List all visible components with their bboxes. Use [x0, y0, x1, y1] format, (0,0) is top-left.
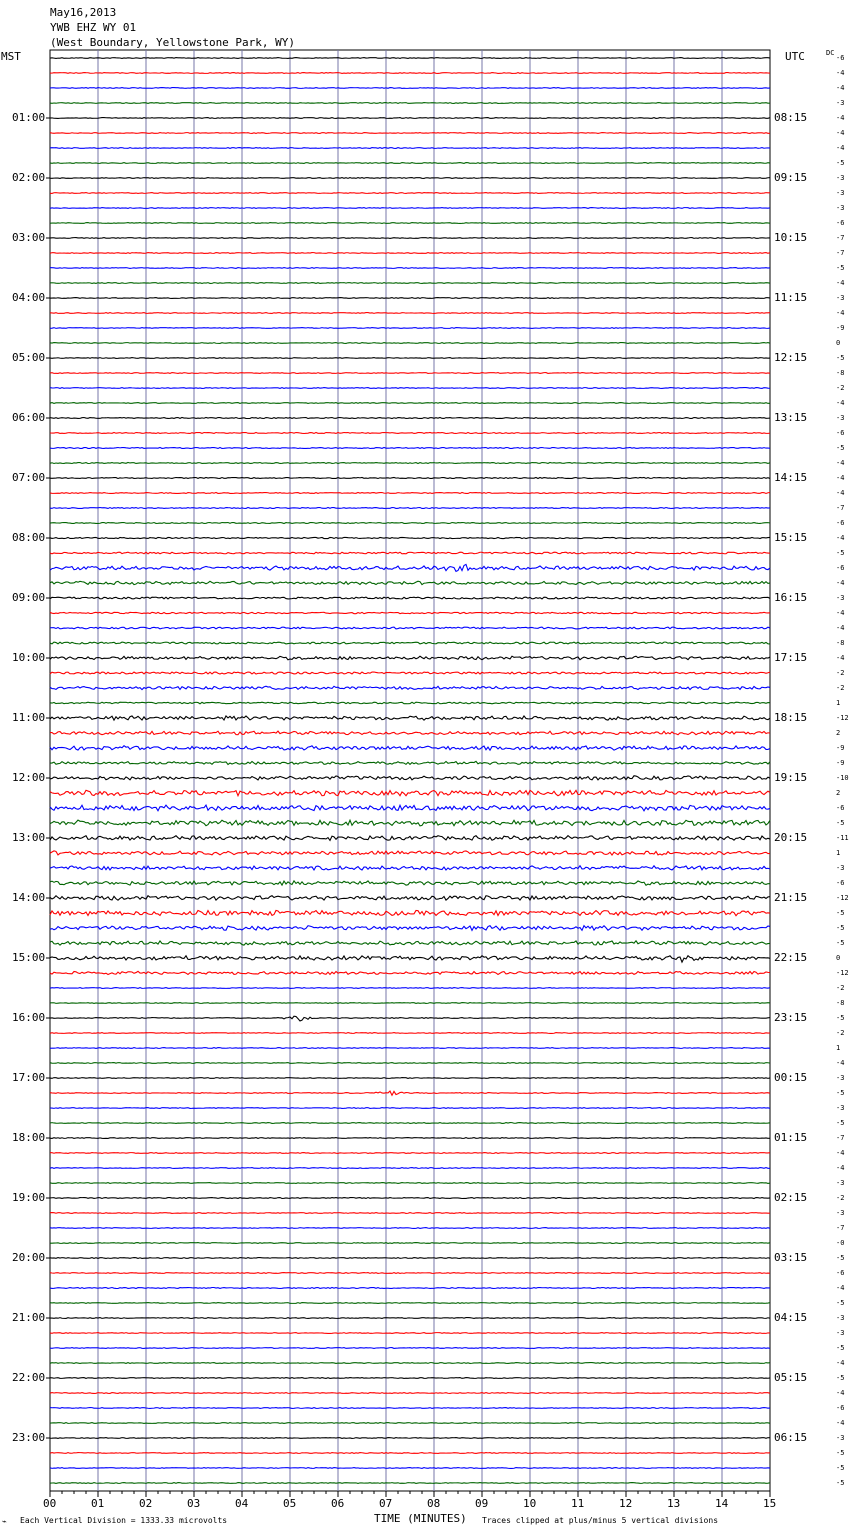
left-hour-label: 23:00: [12, 1431, 46, 1444]
trace-18: [50, 328, 770, 329]
dc-offset-label: -3: [836, 1434, 845, 1442]
dc-offset-label: -12: [836, 969, 849, 977]
dc-offset-label: -5: [836, 264, 845, 272]
left-timezone-label: MST: [1, 50, 21, 63]
trace-1: [50, 73, 770, 74]
trace-29: [50, 493, 770, 494]
trace-47: [50, 761, 770, 764]
trace-2: [50, 88, 770, 89]
dc-offset-label: -3: [836, 99, 845, 107]
dc-offset-label: -3: [836, 1179, 845, 1187]
dc-offset-label: -3: [836, 1074, 845, 1082]
dc-offset-label: -6: [836, 564, 845, 572]
dc-offset-label: -5: [836, 159, 845, 167]
left-hour-label: 01:00: [12, 111, 46, 124]
trace-53: [50, 851, 770, 855]
dc-offset-label: -4: [836, 399, 845, 407]
right-hour-label: 13:15: [774, 411, 808, 424]
dc-offset-label: -3: [836, 1329, 845, 1337]
trace-84: [50, 1318, 770, 1319]
right-hour-label: 05:15: [774, 1371, 808, 1384]
dc-offset-label: -3: [836, 1209, 845, 1217]
dc-offset-label: -6: [836, 804, 845, 812]
trace-23: [50, 403, 770, 404]
trace-89: [50, 1393, 770, 1394]
dc-offset-label: -4: [836, 474, 845, 482]
dc-offset-label: -4: [836, 654, 845, 662]
trace-7: [50, 163, 770, 164]
trace-17: [50, 313, 770, 314]
dc-offset-label: -5: [836, 939, 845, 947]
trace-87: [50, 1363, 770, 1364]
right-hour-label: 03:15: [774, 1251, 808, 1264]
trace-82: [50, 1288, 770, 1289]
trace-75: [50, 1183, 770, 1184]
dc-offset-label: -2: [836, 984, 845, 992]
trace-57: [50, 910, 770, 915]
trace-63: [50, 1003, 770, 1004]
dc-offset-label: -5: [836, 1464, 845, 1472]
left-hour-label: 20:00: [12, 1251, 46, 1264]
x-tick-label: 11: [571, 1497, 585, 1510]
x-tick-label: 10: [523, 1497, 537, 1510]
dc-offset-label: -4: [836, 459, 845, 467]
dc-offset-label: -7: [836, 1134, 845, 1142]
dc-offset-label: -3: [836, 189, 845, 197]
trace-59: [50, 941, 770, 945]
trace-48: [50, 776, 770, 780]
trace-62: [50, 988, 770, 989]
right-hour-label: 04:15: [774, 1311, 808, 1324]
dc-offset-label: -4: [836, 1284, 845, 1292]
left-hour-label: 09:00: [12, 591, 46, 604]
dc-offset-label: -4: [836, 279, 845, 287]
dc-offset-label: -3: [836, 1314, 845, 1322]
trace-38: [50, 627, 770, 629]
left-hour-label: 22:00: [12, 1371, 46, 1384]
dc-offset-label: -5: [836, 924, 845, 932]
dc-offset-label: -3: [836, 294, 845, 302]
x-tick-label: 01: [91, 1497, 105, 1510]
trace-5: [50, 133, 770, 134]
trace-16: [50, 298, 770, 299]
dc-offset-label: -4: [836, 144, 845, 152]
trace-68: [50, 1078, 770, 1079]
trace-37: [50, 612, 770, 613]
dc-offset-label: 0: [836, 954, 841, 962]
dc-offset-label: -7: [836, 504, 845, 512]
trace-94: [50, 1468, 770, 1469]
dc-offset-label: -3: [836, 174, 845, 182]
trace-4: [50, 118, 770, 119]
x-tick-label: 07: [379, 1497, 393, 1510]
x-tick-label: 03: [187, 1497, 201, 1510]
trace-36: [50, 597, 770, 599]
right-hour-label: 14:15: [774, 471, 808, 484]
dc-offset-label: -4: [836, 489, 845, 497]
trace-28: [50, 478, 770, 479]
dc-offset-label: -5: [836, 1299, 845, 1307]
dc-offset-label: -5: [836, 1344, 845, 1352]
left-hour-label: 06:00: [12, 411, 46, 424]
dc-offset-label: -6: [836, 429, 845, 437]
trace-11: [50, 223, 770, 224]
dc-offset-label: -3: [836, 414, 845, 422]
dc-offset-label: 2: [836, 729, 841, 737]
dc-offset-label: -4: [836, 114, 845, 122]
trace-58: [50, 926, 770, 931]
dc-offset-label: -3: [836, 594, 845, 602]
dc-offset-label: -4: [836, 624, 845, 632]
x-tick-label: 09: [475, 1497, 489, 1510]
trace-19: [50, 343, 770, 344]
dc-offset-label: 1: [836, 849, 841, 857]
trace-15: [50, 283, 770, 284]
dc-offset-label: -5: [836, 1119, 845, 1127]
left-hour-label: 14:00: [12, 891, 46, 904]
trace-20: [50, 358, 770, 359]
trace-83: [50, 1303, 770, 1304]
trace-25: [50, 433, 770, 434]
dc-offset-label: -5: [836, 1449, 845, 1457]
right-hour-label: 23:15: [774, 1011, 808, 1024]
trace-79: [50, 1243, 770, 1244]
trace-52: [50, 836, 770, 841]
dc-offset-label: 1: [836, 699, 841, 707]
dc-offset-label: -5: [836, 1479, 845, 1487]
dc-offset-label: -2: [836, 1029, 845, 1037]
dc-offset-label: -9: [836, 744, 845, 752]
left-hour-label: 05:00: [12, 351, 46, 364]
trace-60: [50, 956, 770, 962]
trace-43: [50, 702, 770, 704]
right-hour-label: 18:15: [774, 711, 808, 724]
trace-42: [50, 686, 770, 689]
x-tick-label: 12: [619, 1497, 633, 1510]
dc-offset-label: -4: [836, 1419, 845, 1427]
trace-10: [50, 208, 770, 209]
dc-offset-label: 2: [836, 789, 841, 797]
dc-offset-label: -4: [836, 1164, 845, 1172]
dc-offset-label: -6: [836, 879, 845, 887]
x-tick-label: 00: [43, 1497, 57, 1510]
trace-65: [50, 1033, 770, 1034]
dc-offset-label: 0: [836, 339, 841, 347]
trace-13: [50, 253, 770, 254]
right-hour-label: 10:15: [774, 231, 808, 244]
trace-81: [50, 1273, 770, 1274]
trace-45: [50, 731, 770, 735]
left-hour-label: 21:00: [12, 1311, 46, 1324]
right-hour-label: 17:15: [774, 651, 808, 664]
dc-offset-label: -4: [836, 84, 845, 92]
trace-49: [50, 790, 770, 795]
x-axis-title: TIME (MINUTES): [374, 1512, 467, 1525]
dc-offset-label: -5: [836, 1014, 845, 1022]
dc-offset-label: -0: [836, 1239, 845, 1247]
dc-offset-label: -12: [836, 714, 849, 722]
trace-9: [50, 193, 770, 194]
trace-95: [50, 1483, 770, 1484]
dc-offset-label: -2: [836, 384, 845, 392]
station-location: (West Boundary, Yellowstone Park, WY): [50, 36, 296, 49]
dc-offset-label: -4: [836, 579, 845, 587]
dc-offset-label: -7: [836, 234, 845, 242]
dc-offset-label: -6: [836, 1404, 845, 1412]
dc-offset-label: -5: [836, 1089, 845, 1097]
trace-24: [50, 418, 770, 419]
dc-offset-label: -8: [836, 999, 845, 1007]
trace-54: [50, 866, 770, 870]
trace-72: [50, 1138, 770, 1139]
trace-93: [50, 1453, 770, 1454]
clip-note: Traces clipped at plus/minus 5 vertical divisions: [482, 1516, 719, 1525]
left-hour-label: 10:00: [12, 651, 46, 664]
x-tick-label: 05: [283, 1497, 297, 1510]
chart-date: May16,2013: [50, 6, 117, 19]
left-hour-label: 08:00: [12, 531, 46, 544]
right-hour-label: 00:15: [774, 1071, 808, 1084]
dc-offset-label: -5: [836, 354, 845, 362]
dc-offset-label: -4: [836, 1389, 845, 1397]
left-hour-label: 13:00: [12, 831, 46, 844]
trace-69: [50, 1091, 770, 1095]
right-hour-label: 21:15: [774, 891, 808, 904]
trace-76: [50, 1198, 770, 1199]
right-hour-label: 02:15: [774, 1191, 808, 1204]
dc-offset-label: -2: [836, 669, 845, 677]
trace-31: [50, 523, 770, 524]
dc-offset-label: 1: [836, 1044, 841, 1052]
trace-35: [50, 581, 770, 584]
left-hour-label: 18:00: [12, 1131, 46, 1144]
right-hour-label: 11:15: [774, 291, 808, 304]
trace-71: [50, 1123, 770, 1124]
x-tick-label: 06: [331, 1497, 345, 1510]
dc-offset-label: -7: [836, 249, 845, 257]
dc-offset-label: -5: [836, 1374, 845, 1382]
dc-offset-label: -5: [836, 444, 845, 452]
right-timezone-label: UTC: [785, 50, 805, 63]
trace-88: [50, 1378, 770, 1379]
left-hour-label: 04:00: [12, 291, 46, 304]
right-hour-label: 12:15: [774, 351, 808, 364]
trace-3: [50, 103, 770, 104]
dc-offset-label: -4: [836, 309, 845, 317]
dc-offset-label: -3: [836, 864, 845, 872]
dc-offset-label: -6: [836, 1269, 845, 1277]
right-hour-label: 08:15: [774, 111, 808, 124]
vertical-division-note: Each Vertical Division = 1333.33 microvolts: [20, 1516, 228, 1525]
trace-12: [50, 238, 770, 239]
dc-offset-label: -2: [836, 684, 845, 692]
right-hour-label: 19:15: [774, 771, 808, 784]
right-hour-label: 22:15: [774, 951, 808, 964]
dc-offset-label: -5: [836, 1254, 845, 1262]
right-hour-label: 09:15: [774, 171, 808, 184]
dc-offset-label: -9: [836, 759, 845, 767]
dc-offset-label: -4: [836, 69, 845, 77]
trace-56: [50, 896, 770, 901]
trace-51: [50, 820, 770, 826]
trace-46: [50, 746, 770, 751]
right-hour-label: 06:15: [774, 1431, 808, 1444]
dc-offset-label: -6: [836, 219, 845, 227]
left-hour-label: 11:00: [12, 711, 46, 724]
trace-64: [50, 1016, 770, 1021]
trace-6: [50, 148, 770, 149]
trace-8: [50, 178, 770, 179]
trace-40: [50, 656, 770, 660]
dc-offset-label: -3: [836, 204, 845, 212]
trace-27: [50, 463, 770, 464]
trace-73: [50, 1153, 770, 1154]
trace-67: [50, 1063, 770, 1064]
dc-offset-label: -11: [836, 834, 849, 842]
trace-80: [50, 1258, 770, 1259]
dc-offset-label: -5: [836, 549, 845, 557]
dc-offset-label: -4: [836, 1059, 845, 1067]
dc-offset-label: -12: [836, 894, 849, 902]
trace-39: [50, 642, 770, 644]
trace-32: [50, 537, 770, 538]
left-hour-label: 02:00: [12, 171, 46, 184]
right-hour-label: 15:15: [774, 531, 808, 544]
left-hour-label: 16:00: [12, 1011, 46, 1024]
right-hour-label: 20:15: [774, 831, 808, 844]
trace-78: [50, 1228, 770, 1229]
trace-74: [50, 1168, 770, 1169]
dc-offset-label: -5: [836, 819, 845, 827]
x-tick-label: 08: [427, 1497, 441, 1510]
dc-offset-label: -2: [836, 1194, 845, 1202]
trace-91: [50, 1423, 770, 1424]
dc-offset-label: -4: [836, 1149, 845, 1157]
trace-50: [50, 805, 770, 811]
x-tick-label: 02: [139, 1497, 153, 1510]
right-hour-label: 01:15: [774, 1131, 808, 1144]
x-tick-label: 13: [667, 1497, 681, 1510]
footer-mark-icon: ⌁: [2, 1517, 7, 1526]
dc-offset-label: -9: [836, 324, 845, 332]
trace-70: [50, 1108, 770, 1109]
left-hour-label: 03:00: [12, 231, 46, 244]
trace-85: [50, 1333, 770, 1334]
trace-34: [50, 564, 770, 571]
trace-90: [50, 1408, 770, 1409]
x-tick-label: 14: [715, 1497, 729, 1510]
dc-offset-label: -8: [836, 639, 845, 647]
trace-21: [50, 373, 770, 374]
trace-26: [50, 448, 770, 449]
left-hour-label: 12:00: [12, 771, 46, 784]
dc-offset-label: -4: [836, 534, 845, 542]
left-hour-label: 07:00: [12, 471, 46, 484]
trace-22: [50, 388, 770, 389]
trace-55: [50, 881, 770, 885]
dc-offset-label: -3: [836, 1104, 845, 1112]
dc-offset-label: -4: [836, 1359, 845, 1367]
dc-offset-header: DC: [826, 49, 835, 57]
trace-30: [50, 508, 770, 509]
dc-offset-label: -6: [836, 519, 845, 527]
trace-77: [50, 1213, 770, 1214]
trace-44: [50, 716, 770, 720]
trace-66: [50, 1048, 770, 1049]
left-hour-label: 17:00: [12, 1071, 46, 1084]
dc-offset-label: -4: [836, 609, 845, 617]
trace-86: [50, 1348, 770, 1349]
dc-offset-label: -7: [836, 1224, 845, 1232]
trace-14: [50, 268, 770, 269]
x-tick-label: 04: [235, 1497, 249, 1510]
dc-offset-label: -10: [836, 774, 849, 782]
trace-61: [50, 971, 770, 974]
trace-41: [50, 672, 770, 674]
dc-offset-label: -4: [836, 129, 845, 137]
trace-92: [50, 1438, 770, 1439]
dc-offset-label: -8: [836, 369, 845, 377]
plot-frame: [50, 50, 770, 1491]
station-code: YWB EHZ WY 01: [50, 21, 137, 34]
left-hour-label: 15:00: [12, 951, 46, 964]
trace-33: [50, 552, 770, 554]
dc-offset-label: -5: [836, 909, 845, 917]
x-tick-label: 15: [763, 1497, 777, 1510]
right-hour-label: 16:15: [774, 591, 808, 604]
dc-offset-label: -6: [836, 54, 845, 62]
trace-0: [50, 58, 770, 59]
left-hour-label: 19:00: [12, 1191, 46, 1204]
